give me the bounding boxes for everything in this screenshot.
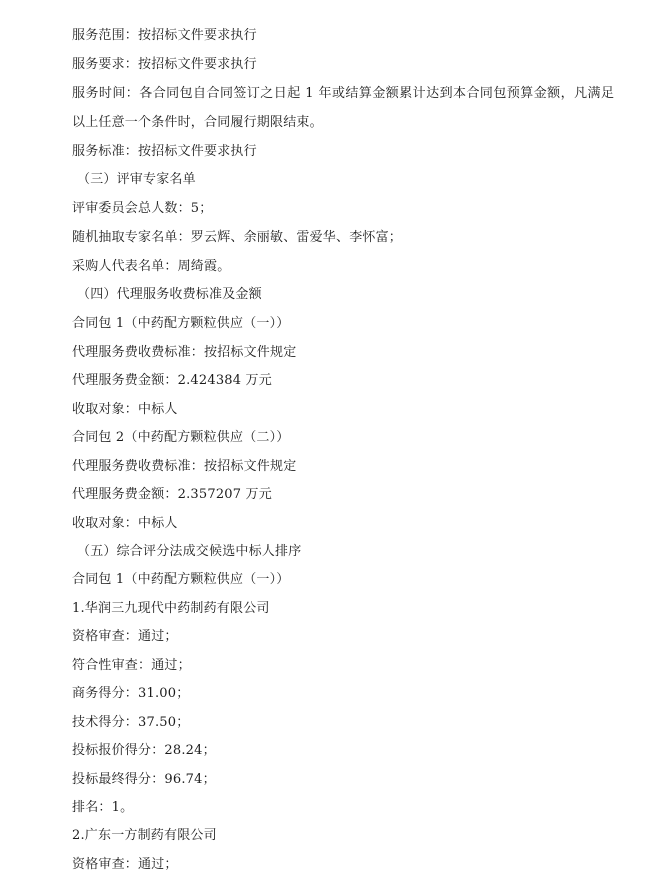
contract-package-1-line: 合同包 1（中药配方颗粒供应（一）） bbox=[72, 316, 290, 331]
fee-amount-line: 代理服务费金额：2.357207 万元 bbox=[72, 487, 272, 502]
contract-package-1-line: 合同包 1（中药配方颗粒供应（一）） bbox=[72, 572, 290, 587]
purchaser-representative-line: 采购人代表名单：周绮霞。 bbox=[72, 259, 231, 274]
candidate-1-name: 1.华润三九现代中药制药有限公司 bbox=[72, 601, 270, 616]
contract-package-2-line: 合同包 2（中药配方颗粒供应（二）） bbox=[72, 430, 290, 445]
committee-total-line: 评审委员会总人数：5； bbox=[72, 201, 213, 216]
fee-payer-line: 收取对象：中标人 bbox=[72, 402, 178, 417]
fee-amount-line: 代理服务费金额：2.424384 万元 bbox=[72, 373, 272, 388]
section-heading-agency-fee: （四）代理服务收费标准及金额 bbox=[77, 287, 262, 302]
business-score-line: 商务得分：31.00； bbox=[72, 686, 190, 701]
qualification-review-line: 资格审查：通过； bbox=[72, 857, 178, 872]
candidate-2-name: 2.广东一方制药有限公司 bbox=[72, 828, 217, 843]
conformity-review-line: 符合性审查：通过； bbox=[72, 658, 191, 673]
fee-payer-line: 收取对象：中标人 bbox=[72, 516, 178, 531]
final-score-line: 投标最终得分：96.74； bbox=[72, 772, 216, 787]
qualification-review-line: 资格审查：通过； bbox=[72, 629, 178, 644]
fee-standard-line: 代理服务费收费标准：按招标文件规定 bbox=[72, 459, 297, 474]
fee-standard-line: 代理服务费收费标准：按招标文件规定 bbox=[72, 345, 297, 360]
expert-list-line: 随机抽取专家名单：罗云辉、余丽敏、雷爱华、李怀富； bbox=[72, 230, 403, 245]
service-time-continuation-line: 以上任意一个条件时，合同履行期限结束。 bbox=[72, 115, 323, 130]
service-time-line: 服务时间：各合同包自合同签订之日起 1 年或结算金额累计达到本合同包预算金额，凡满足 bbox=[72, 86, 615, 101]
price-score-line: 投标报价得分：28.24； bbox=[72, 743, 216, 758]
technical-score-line: 技术得分：37.50； bbox=[72, 715, 190, 730]
section-heading-experts: （三）评审专家名单 bbox=[77, 172, 196, 187]
rank-line: 排名：1。 bbox=[72, 800, 134, 815]
service-standard-line: 服务标准：按招标文件要求执行 bbox=[72, 144, 257, 159]
service-requirement-line: 服务要求：按招标文件要求执行 bbox=[72, 57, 257, 72]
service-scope-line: 服务范围：按招标文件要求执行 bbox=[72, 28, 257, 43]
section-heading-ranking: （五）综合评分法成交候选中标人排序 bbox=[77, 544, 302, 559]
